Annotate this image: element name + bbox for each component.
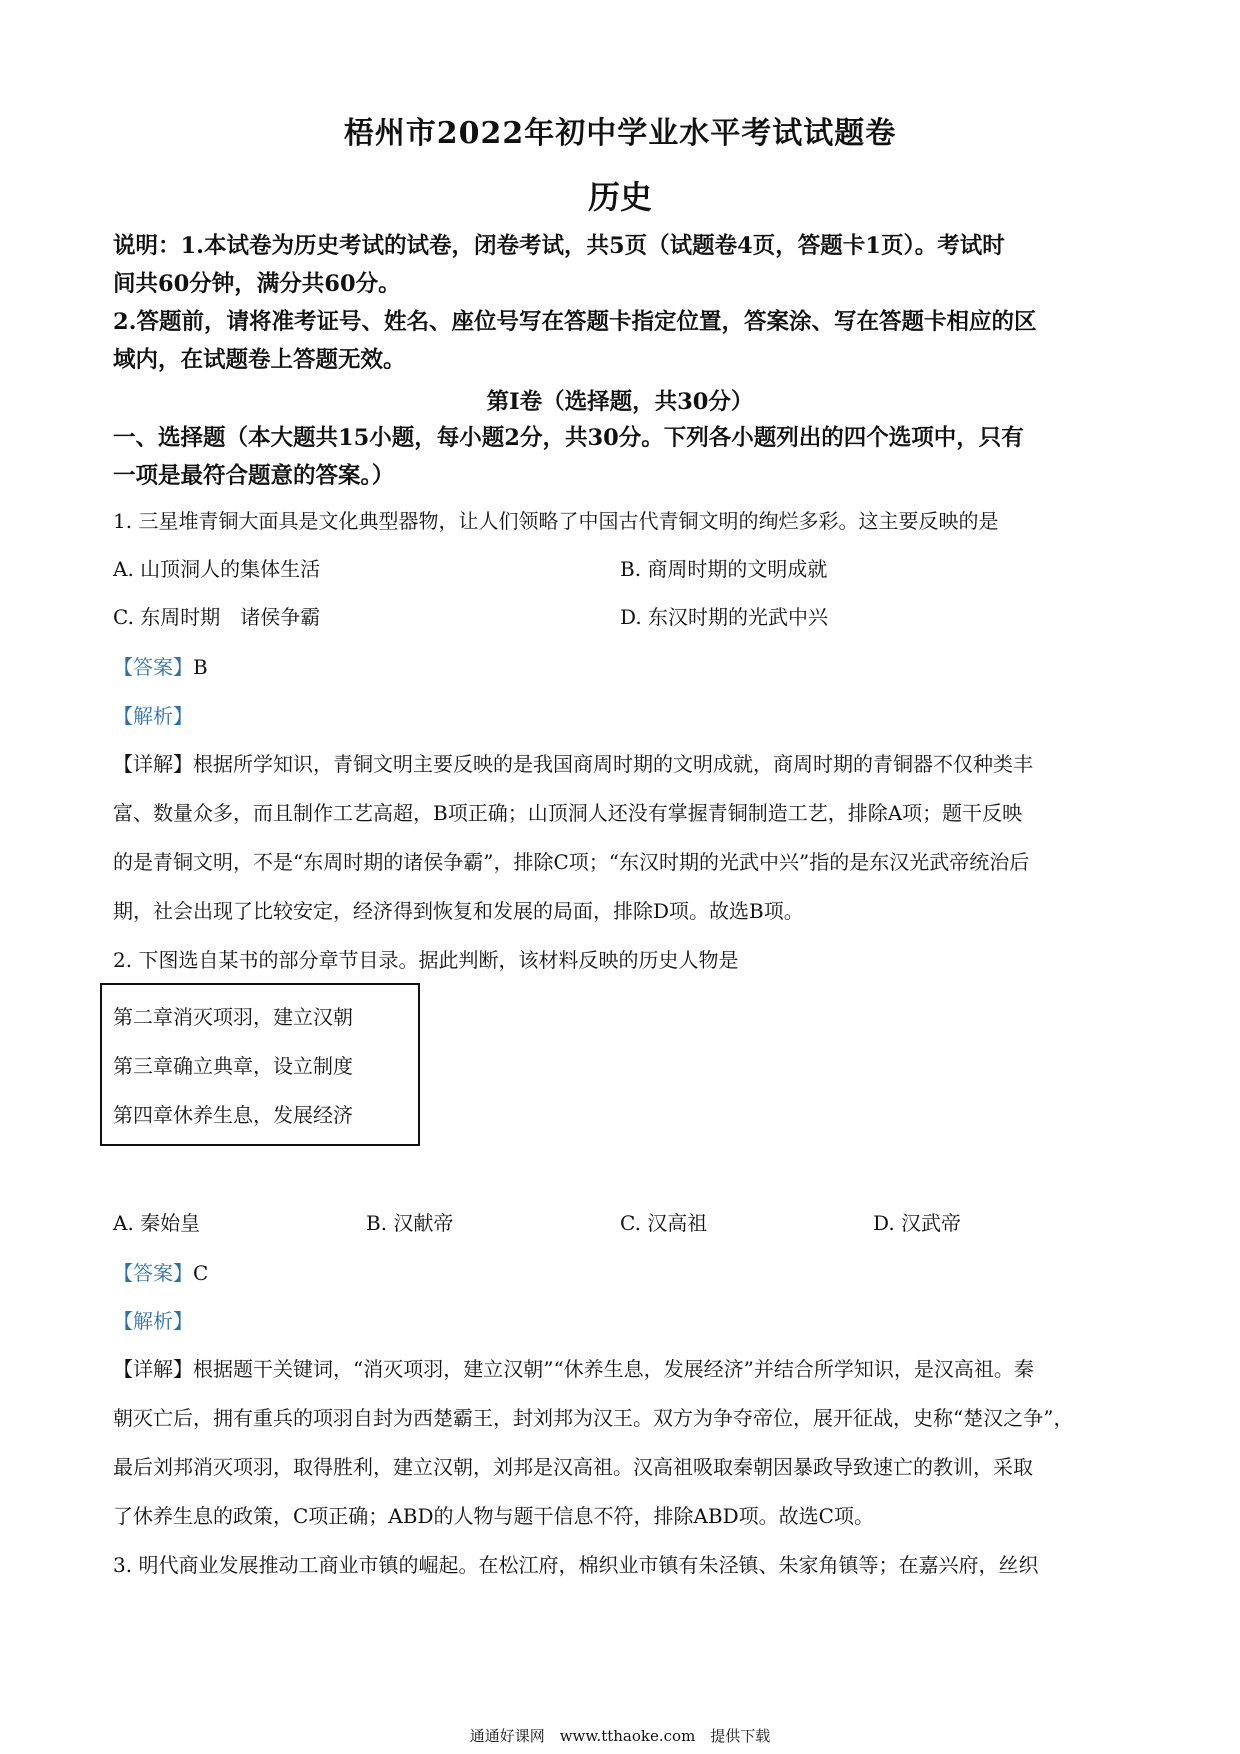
question-1-detail-line-3: 的是青铜文明，不是“东周时期的诸侯争霸”，排除C项；“东汉时期的光武中兴”指的是东汉光武帝统治后 [113, 850, 1030, 874]
question-2-analysis-label: 【解析】 [113, 1309, 193, 1333]
answer-label: 【答案】 [113, 1261, 193, 1285]
toc-line-3: 第四章休养生息，发展经济 [113, 1103, 353, 1127]
question-1-option-d: D. 东汉时期的光武中兴 [620, 605, 829, 629]
page-footer: 通通好课网 www.tthaoke.com 提供下载 [469, 1727, 771, 1745]
question-2-option-a: A. 秦始皇 [113, 1211, 201, 1235]
question-1-stem: 1. 三星堆青铜大面具是文化典型器物，让人们领略了中国古代青铜文明的绚烂多彩。这主要反映的是 [113, 509, 999, 533]
instructions-line-2: 间共60分钟，满分共60分。 [113, 271, 401, 297]
section-title: 第Ⅰ卷（选择题，共30分） [486, 389, 754, 415]
part-heading-line-2: 一项是最符合题意的答案。） [113, 463, 395, 489]
toc-line-2: 第三章确立典章，设立制度 [113, 1054, 353, 1078]
question-2-stem: 2. 下图选自某书的部分章节目录。据此判断，该材料反映的历史人物是 [113, 948, 739, 972]
answer-value: C [193, 1261, 209, 1285]
question-1-option-c: C. 东周时期 诸侯争霸 [113, 605, 321, 629]
question-1-detail-line-1: 【详解】根据所学知识，青铜文明主要反映的是我国商周时期的文明成就，商周时期的青铜器不仅种类丰 [113, 752, 1033, 776]
instructions-line-1: 说明：1.本试卷为历史考试的试卷，闭卷考试，共5页（试题卷4页，答题卡1页）。考试时 [113, 233, 1005, 259]
instructions-line-4: 域内，在试题卷上答题无效。 [113, 347, 406, 373]
question-2-detail-line-3: 最后刘邦消灭项羽，取得胜利，建立汉朝，刘邦是汉高祖。汉高祖吸取秦朝因暴政导致速亡的教训，采取 [113, 1455, 1033, 1479]
question-1-option-a: A. 山顶洞人的集体生活 [113, 557, 321, 581]
question-3-stem: 3. 明代商业发展推动工商业市镇的崛起。在松江府，棉织业市镇有朱泾镇、朱家角镇等；在嘉兴府，丝织 [113, 1553, 1039, 1577]
question-2-detail-line-4: 了休养生息的政策，C项正确；ABD的人物与题干信息不符，排除ABD项。故选C项。 [113, 1504, 874, 1528]
question-2-answer [113, 1257, 208, 1286]
question-2-detail-line-1: 【详解】根据题干关键词，“消灭项羽，建立汉朝”“休养生息，发展经济”并结合所学知识，是汉高祖。秦 [113, 1357, 1034, 1381]
question-1-option-b: B. 商周时期的文明成就 [620, 557, 828, 581]
instructions-line-3: 2.答题前，请将准考证号、姓名、座位号写在答题卡指定位置，答案涂、写在答题卡相应的区 [113, 309, 1037, 335]
question-2-option-c: C. 汉高祖 [620, 1211, 708, 1235]
part-heading-line-1: 一、选择题（本大题共15小题，每小题2分，共30分。下列各小题列出的四个选项中，只有 [113, 425, 1024, 451]
question-1-detail-line-4: 期，社会出现了比较安定，经济得到恢复和发展的局面，排除D项。故选B项。 [113, 899, 804, 923]
question-1-answer [113, 651, 208, 680]
question-1-detail-line-2: 富、数量众多，而且制作工艺高超，B项正确；山顶洞人还没有掌握青铜制造工艺，排除A项；题干反映 [113, 801, 1023, 825]
question-2-option-b: B. 汉献帝 [366, 1211, 454, 1235]
subject-title: 历史 [587, 178, 652, 216]
document-title: 梧州市2022年初中学业水平考试试题卷 [343, 116, 897, 151]
question-1-analysis-label: 【解析】 [113, 704, 193, 728]
question-2-option-d: D. 汉武帝 [873, 1211, 962, 1235]
toc-line-1: 第二章消灭项羽，建立汉朝 [113, 1005, 353, 1029]
answer-value: B [193, 655, 208, 679]
question-2-detail-line-2: 朝灭亡后，拥有重兵的项羽自封为西楚霸王，封刘邦为汉王。双方为争夺帝位，展开征战，史称“楚汉之争”， [113, 1406, 1074, 1430]
answer-label: 【答案】 [113, 655, 193, 679]
